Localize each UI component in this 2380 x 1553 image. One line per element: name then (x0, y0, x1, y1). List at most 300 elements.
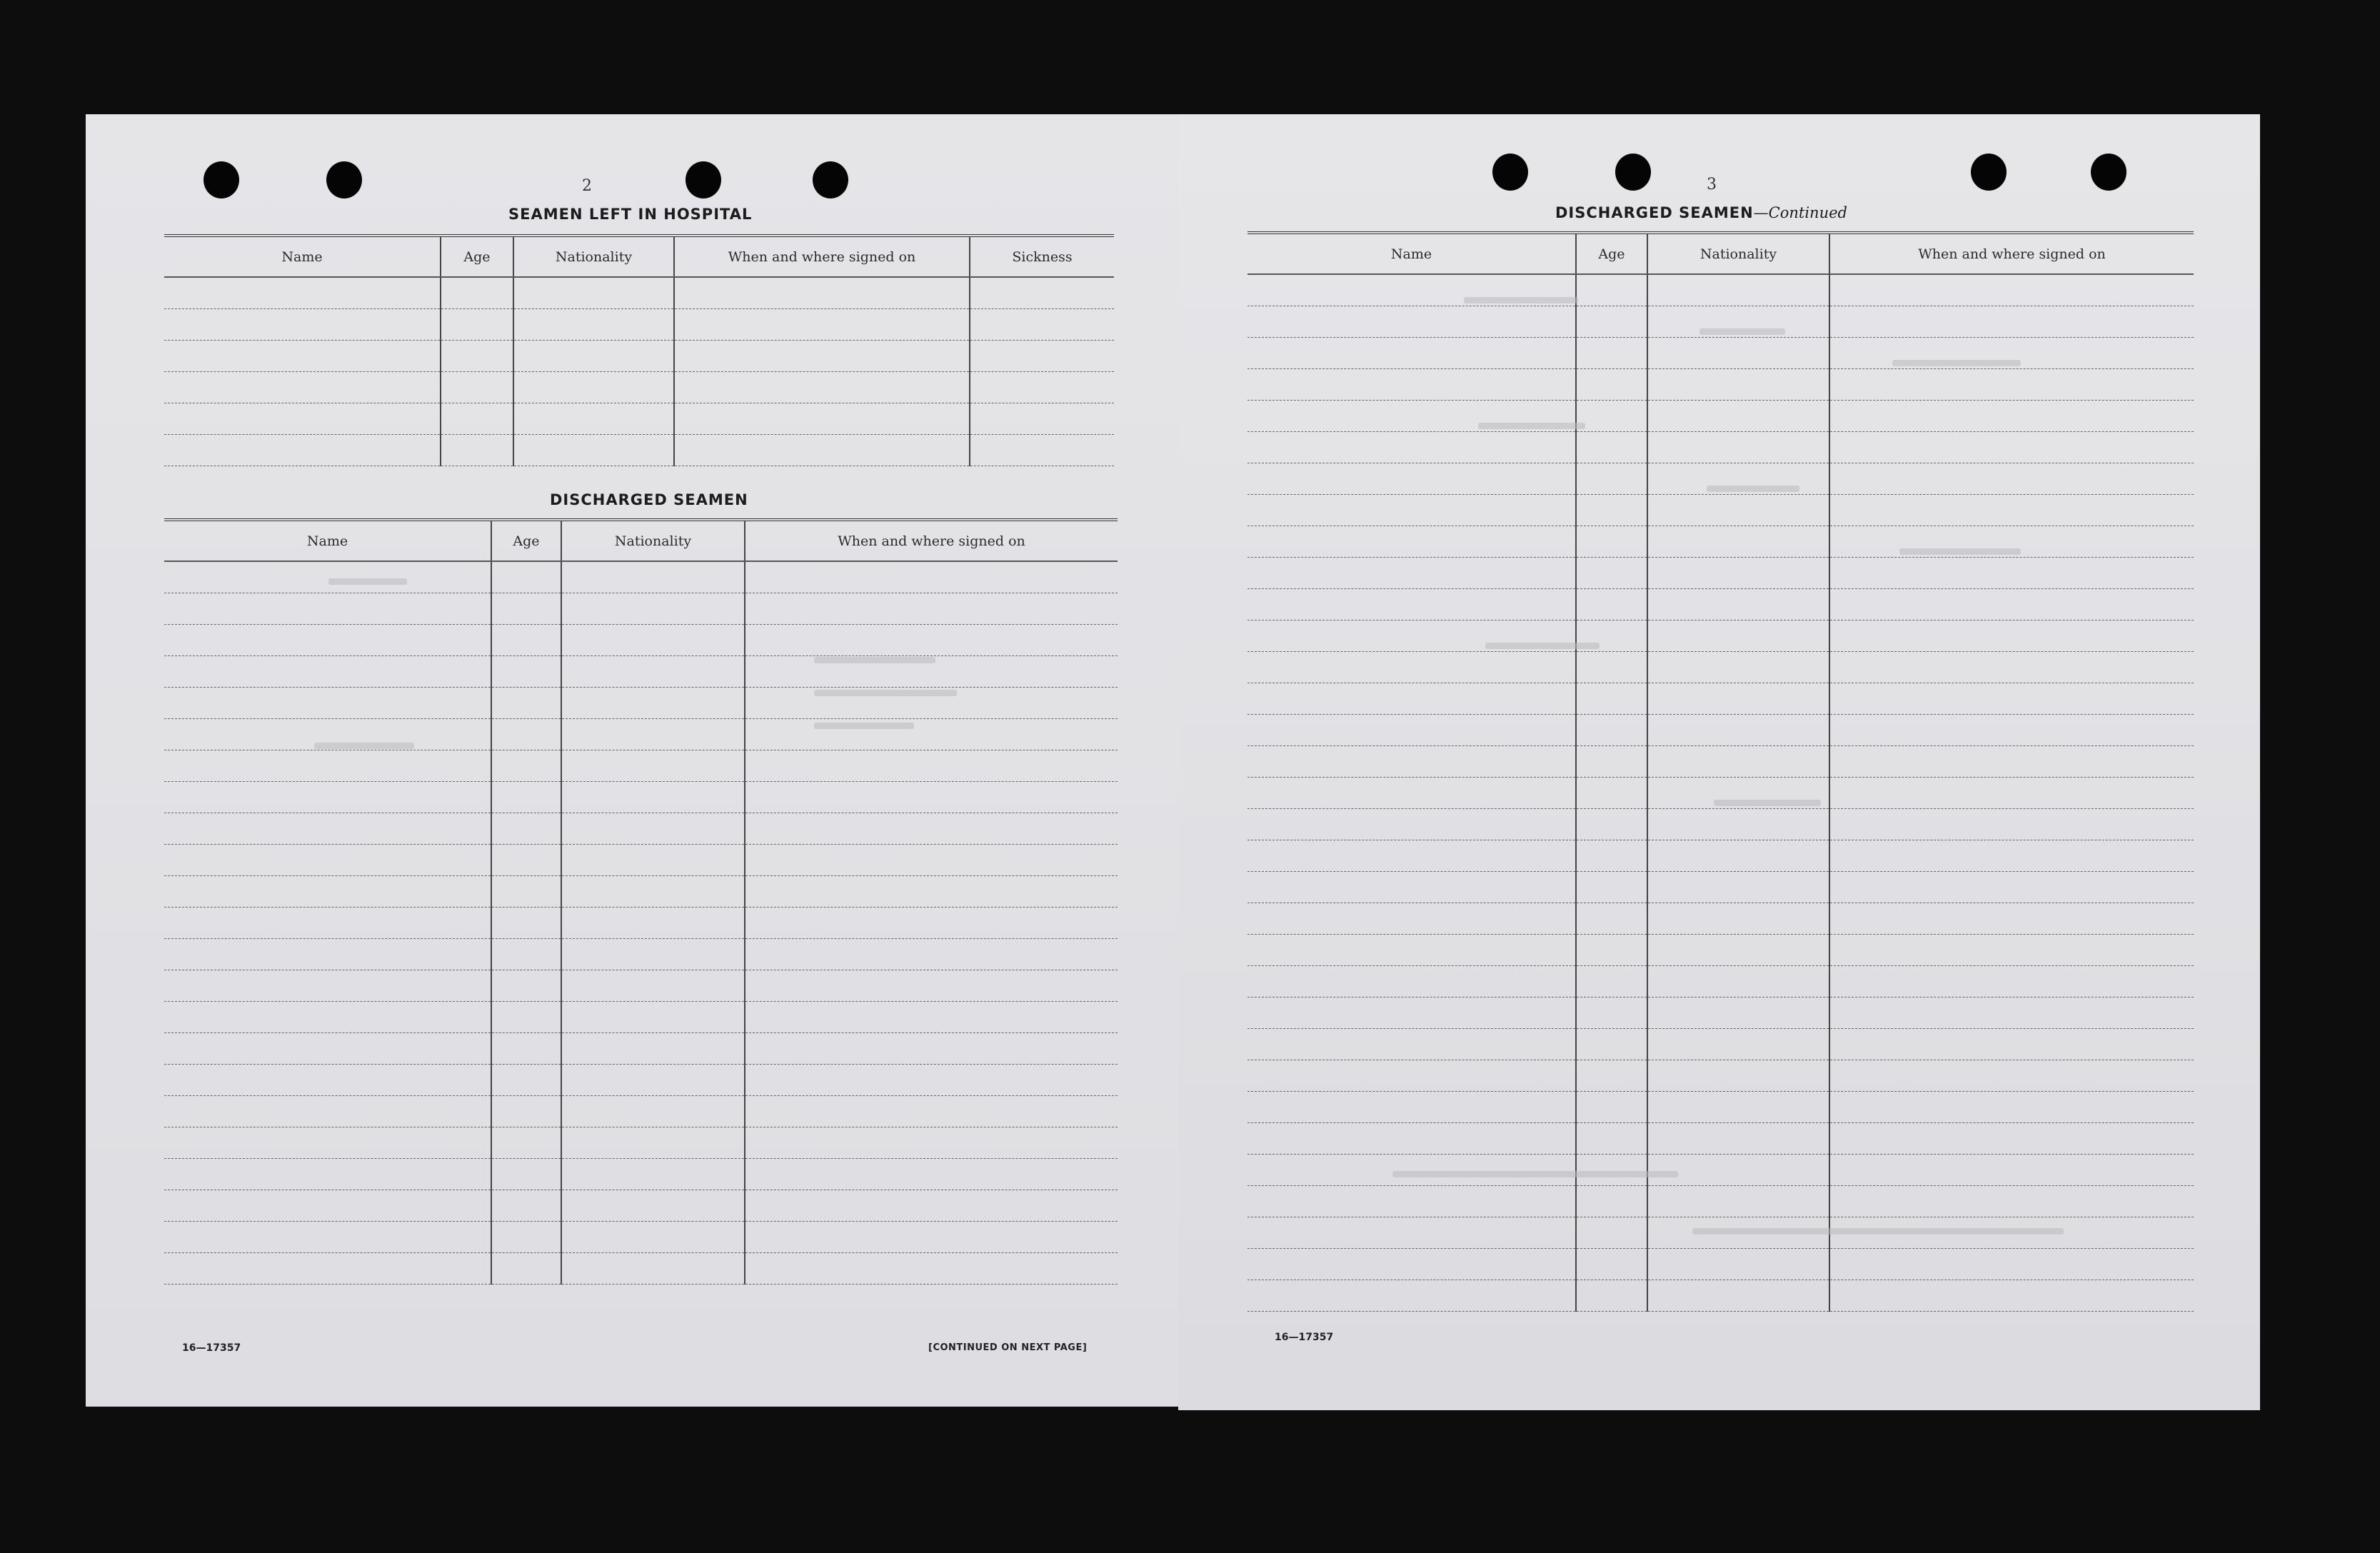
table-cell (164, 340, 441, 371)
table-cell (1576, 1217, 1647, 1248)
table-cell (441, 434, 513, 466)
table-cell (1247, 557, 1576, 588)
table-cell (1647, 557, 1829, 588)
table-cell (1247, 934, 1576, 965)
table-cell (1576, 808, 1647, 840)
table-row (1247, 1185, 2194, 1217)
table-cell (491, 813, 561, 844)
punch-hole (1492, 154, 1528, 191)
table-cell (1576, 1154, 1647, 1185)
table-cell (745, 781, 1118, 813)
table-cell (561, 1001, 745, 1032)
table-cell (1647, 494, 1829, 526)
table-cell (1247, 840, 1576, 871)
table-cell (1647, 1028, 1829, 1060)
table-cell (1829, 965, 2194, 997)
table-row (1247, 1060, 2194, 1091)
table-row (1247, 840, 2194, 871)
continued-suffix: —Continued (1753, 204, 1847, 221)
discharged-table (164, 518, 1118, 1285)
table-cell (1576, 934, 1647, 965)
table-row (1247, 871, 2194, 903)
table-row (1247, 683, 2194, 714)
table-cell (561, 1252, 745, 1284)
discharged-rows (164, 561, 1118, 1284)
table-row (164, 718, 1118, 750)
table-cell (1576, 1185, 1647, 1217)
table-cell (1247, 1122, 1576, 1154)
table-cell (164, 655, 491, 687)
table-cell (1829, 745, 2194, 777)
right-page (1178, 114, 2260, 1410)
table-cell (561, 1221, 745, 1252)
table-cell (491, 938, 561, 970)
table-cell (491, 750, 561, 781)
table-cell (1647, 400, 1829, 431)
table-row (164, 277, 1114, 308)
table-row (1247, 368, 2194, 400)
table-row (1247, 1280, 2194, 1311)
table-cell (745, 1127, 1118, 1158)
table-cell (561, 1064, 745, 1095)
table-cell (164, 781, 491, 813)
table-cell (513, 371, 674, 403)
table-cell (513, 340, 674, 371)
table-row (1247, 714, 2194, 745)
continued-note: [CONTINUED ON NEXT PAGE] (928, 1342, 1088, 1353)
table-row (164, 308, 1114, 340)
table-row (1247, 588, 2194, 620)
discharged-continued-table (1247, 231, 2194, 1312)
column-header-age: Age (441, 236, 513, 277)
table-cell (1829, 274, 2194, 306)
table-cell (1247, 1028, 1576, 1060)
table-cell (970, 277, 1114, 308)
table-cell (164, 970, 491, 1001)
table-cell (1576, 368, 1647, 400)
table-cell (561, 593, 745, 624)
bleed-through-mark (328, 578, 407, 585)
table-cell (1829, 588, 2194, 620)
bleed-through-mark (1485, 643, 1600, 649)
table-cell (561, 750, 745, 781)
table-cell (1247, 1091, 1576, 1122)
table-row (164, 687, 1118, 718)
table-cell (441, 371, 513, 403)
table-cell (674, 371, 970, 403)
table-cell (561, 1158, 745, 1190)
table-cell (164, 561, 491, 593)
discharged-continued-rows (1247, 274, 2194, 1311)
table-cell (1576, 588, 1647, 620)
table-cell (561, 687, 745, 718)
table-cell (1829, 871, 2194, 903)
table-row (1247, 1122, 2194, 1154)
column-header-signed-on: When and where signed on (674, 236, 970, 277)
table-cell (491, 1190, 561, 1221)
table-cell (1829, 1028, 2194, 1060)
table-row (164, 844, 1118, 875)
table-cell (491, 1095, 561, 1127)
table-cell (491, 655, 561, 687)
table-cell (1829, 1091, 2194, 1122)
table-cell (1647, 871, 1829, 903)
bleed-through-mark (1707, 486, 1799, 492)
discharged-title-text: DISCHARGED SEAMEN (1555, 204, 1754, 221)
table-row (1247, 337, 2194, 368)
table-cell (745, 1252, 1118, 1284)
table-cell (1576, 1060, 1647, 1091)
table-cell (745, 1064, 1118, 1095)
table-row (1247, 934, 2194, 965)
table-cell (1647, 526, 1829, 557)
table-cell (745, 718, 1118, 750)
table-cell (513, 403, 674, 434)
table-cell (164, 938, 491, 970)
table-row (164, 938, 1118, 970)
page-number: 2 (582, 177, 592, 195)
table-cell (1576, 871, 1647, 903)
table-cell (745, 813, 1118, 844)
table-row (164, 1095, 1118, 1127)
table-cell (1829, 368, 2194, 400)
table-row (1247, 431, 2194, 463)
table-cell (164, 624, 491, 655)
table-cell (164, 593, 491, 624)
hospital-rows (164, 277, 1114, 466)
table-cell (1829, 651, 2194, 683)
table-cell (1829, 557, 2194, 588)
table-row (164, 970, 1118, 1001)
table-cell (1576, 494, 1647, 526)
table-cell (1247, 1280, 1576, 1311)
table-row (1247, 965, 2194, 997)
table-cell (970, 403, 1114, 434)
bleed-through-mark (814, 657, 935, 663)
table-cell (1829, 808, 2194, 840)
table-row (164, 624, 1118, 655)
punch-hole (2091, 154, 2127, 191)
table-cell (491, 1158, 561, 1190)
table-cell (1247, 1060, 1576, 1091)
table-cell (1647, 1154, 1829, 1185)
table-cell (1247, 306, 1576, 337)
table-row (1247, 557, 2194, 588)
discharged-section-title: DISCHARGED SEAMEN (550, 491, 748, 508)
left-page (86, 114, 1189, 1407)
table-cell (1647, 431, 1829, 463)
table-cell (1647, 588, 1829, 620)
table-row (1247, 745, 2194, 777)
table-row (164, 561, 1118, 593)
table-cell (164, 844, 491, 875)
hospital-section-title: SEAMEN LEFT IN HOSPITAL (508, 206, 753, 223)
table-cell (1247, 431, 1576, 463)
table-row (164, 593, 1118, 624)
bleed-through-mark (814, 690, 957, 696)
table-row (164, 750, 1118, 781)
table-cell (441, 403, 513, 434)
table-cell (1647, 903, 1829, 934)
table-cell (164, 907, 491, 938)
bleed-through-mark (1699, 328, 1785, 335)
table-cell (1647, 1248, 1829, 1280)
table-cell (1647, 808, 1829, 840)
table-cell (1829, 620, 2194, 651)
table-cell (1576, 1122, 1647, 1154)
table-cell (970, 340, 1114, 371)
table-cell (491, 781, 561, 813)
table-cell (561, 561, 745, 593)
table-cell (164, 1190, 491, 1221)
table-cell (1647, 651, 1829, 683)
table-cell (1576, 337, 1647, 368)
table-row (1247, 997, 2194, 1028)
table-row (1247, 1028, 2194, 1060)
table-cell (164, 1252, 491, 1284)
column-header-nationality: Nationality (1647, 233, 1829, 274)
column-header-name: Name (164, 520, 491, 561)
table-cell (1247, 337, 1576, 368)
table-cell (561, 970, 745, 1001)
bleed-through-mark (1464, 297, 1578, 303)
table-cell (164, 403, 441, 434)
table-cell (561, 781, 745, 813)
table-cell (1647, 965, 1829, 997)
punch-hole (326, 161, 362, 198)
table-cell (970, 434, 1114, 466)
table-cell (1647, 714, 1829, 745)
table-cell (745, 561, 1118, 593)
table-row (1247, 526, 2194, 557)
table-cell (441, 340, 513, 371)
table-cell (1576, 745, 1647, 777)
table-row (164, 1252, 1118, 1284)
table-cell (491, 1064, 561, 1095)
table-cell (1647, 620, 1829, 651)
table-cell (491, 907, 561, 938)
table-row (1247, 808, 2194, 840)
column-header-name: Name (164, 236, 441, 277)
table-cell (1829, 714, 2194, 745)
table-cell (1647, 337, 1829, 368)
table-row (1247, 1154, 2194, 1185)
table-cell (561, 938, 745, 970)
table-cell (1829, 494, 2194, 526)
column-header-nationality: Nationality (561, 520, 745, 561)
table-cell (1247, 871, 1576, 903)
table-cell (491, 1001, 561, 1032)
table-cell (1647, 368, 1829, 400)
table-cell (491, 844, 561, 875)
table-cell (1576, 651, 1647, 683)
table-cell (1829, 1185, 2194, 1217)
table-cell (491, 624, 561, 655)
table-cell (745, 875, 1118, 907)
column-header-sickness: Sickness (970, 236, 1114, 277)
table-row (164, 340, 1114, 371)
table-cell (491, 1221, 561, 1252)
table-cell (441, 308, 513, 340)
column-header-nationality: Nationality (513, 236, 674, 277)
table-row (164, 1158, 1118, 1190)
table-cell (1829, 306, 2194, 337)
table-cell (561, 718, 745, 750)
table-cell (513, 308, 674, 340)
table-cell (1247, 1217, 1576, 1248)
table-cell (1247, 777, 1576, 808)
table-cell (561, 813, 745, 844)
table-cell (745, 1095, 1118, 1127)
table-cell (561, 1032, 745, 1064)
punch-hole (204, 161, 239, 198)
table-cell (1576, 840, 1647, 871)
table-cell (164, 1064, 491, 1095)
form-code: 16—17357 (182, 1342, 241, 1354)
punch-hole (1615, 154, 1651, 191)
table-cell (491, 593, 561, 624)
table-row (1247, 494, 2194, 526)
table-cell (513, 277, 674, 308)
table-cell (1247, 997, 1576, 1028)
table-cell (1247, 903, 1576, 934)
table-cell (1647, 840, 1829, 871)
table-cell (1576, 1028, 1647, 1060)
column-header-age: Age (1576, 233, 1647, 274)
table-cell (745, 1032, 1118, 1064)
table-cell (745, 1158, 1118, 1190)
table-cell (491, 1127, 561, 1158)
table-row (164, 1190, 1118, 1221)
table-cell (674, 308, 970, 340)
table-cell (745, 1190, 1118, 1221)
table-row (164, 781, 1118, 813)
table-cell (1647, 934, 1829, 965)
table-cell (674, 277, 970, 308)
table-cell (164, 1158, 491, 1190)
table-cell (491, 1252, 561, 1284)
table-cell (970, 371, 1114, 403)
table-cell (1247, 588, 1576, 620)
table-cell (1829, 777, 2194, 808)
table-row (1247, 651, 2194, 683)
table-cell (164, 813, 491, 844)
discharged-continued-title (1555, 204, 1847, 221)
table-cell (1247, 526, 1576, 557)
table-cell (674, 340, 970, 371)
table-cell (1576, 1280, 1647, 1311)
table-cell (1247, 651, 1576, 683)
table-cell (491, 970, 561, 1001)
table-cell (561, 844, 745, 875)
table-cell (1247, 683, 1576, 714)
table-row (164, 1032, 1118, 1064)
table-cell (491, 561, 561, 593)
table-cell (164, 875, 491, 907)
table-cell (745, 624, 1118, 655)
column-header-signed-on: When and where signed on (1829, 233, 2194, 274)
table-cell (1576, 306, 1647, 337)
table-cell (1247, 808, 1576, 840)
table-cell (1829, 400, 2194, 431)
bleed-through-mark (1714, 800, 1821, 806)
table-cell (1647, 745, 1829, 777)
table-cell (1829, 1060, 2194, 1091)
table-cell (1829, 903, 2194, 934)
table-cell (745, 1001, 1118, 1032)
table-cell (1247, 965, 1576, 997)
table-cell (745, 844, 1118, 875)
table-cell (164, 434, 441, 466)
table-cell (1829, 431, 2194, 463)
form-code: 16—17357 (1275, 1332, 1334, 1343)
table-cell (1829, 1122, 2194, 1154)
table-cell (164, 1095, 491, 1127)
table-cell (1247, 745, 1576, 777)
table-cell (745, 938, 1118, 970)
table-cell (1829, 934, 2194, 965)
table-cell (1647, 274, 1829, 306)
table-cell (1829, 463, 2194, 494)
table-cell (745, 1221, 1118, 1252)
table-cell (1829, 840, 2194, 871)
table-cell (745, 970, 1118, 1001)
table-cell (1576, 274, 1647, 306)
bleed-through-mark (1899, 548, 2021, 555)
table-cell (745, 907, 1118, 938)
table-cell (164, 1221, 491, 1252)
table-cell (1829, 1248, 2194, 1280)
table-cell (164, 1001, 491, 1032)
table-row (164, 1064, 1118, 1095)
table-cell (1647, 1122, 1829, 1154)
table-cell (1576, 526, 1647, 557)
table-row (164, 907, 1118, 938)
table-row (164, 655, 1118, 687)
table-cell (441, 277, 513, 308)
table-row (164, 813, 1118, 844)
table-cell (561, 907, 745, 938)
table-cell (1576, 1091, 1647, 1122)
table-cell (491, 1032, 561, 1064)
page-number: 3 (1707, 176, 1717, 194)
bleed-through-mark (1892, 360, 2021, 366)
table-row (164, 875, 1118, 907)
table-cell (1647, 1060, 1829, 1091)
table-cell (1247, 1185, 1576, 1217)
table-cell (164, 277, 441, 308)
table-cell (1647, 683, 1829, 714)
table-cell (674, 403, 970, 434)
table-cell (1576, 1248, 1647, 1280)
bleed-through-mark (1478, 423, 1585, 429)
table-row (1247, 1091, 2194, 1122)
table-cell (1576, 400, 1647, 431)
bleed-through-mark (1392, 1171, 1678, 1177)
hospital-table (164, 234, 1114, 466)
table-cell (1576, 903, 1647, 934)
table-cell (970, 308, 1114, 340)
table-cell (1576, 463, 1647, 494)
table-row (1247, 1248, 2194, 1280)
table-cell (674, 434, 970, 466)
table-cell (1247, 463, 1576, 494)
table-cell (164, 1127, 491, 1158)
column-header-signed-on: When and where signed on (745, 520, 1118, 561)
table-cell (1647, 1091, 1829, 1122)
column-header-name: Name (1247, 233, 1576, 274)
punch-hole (1971, 154, 2007, 191)
